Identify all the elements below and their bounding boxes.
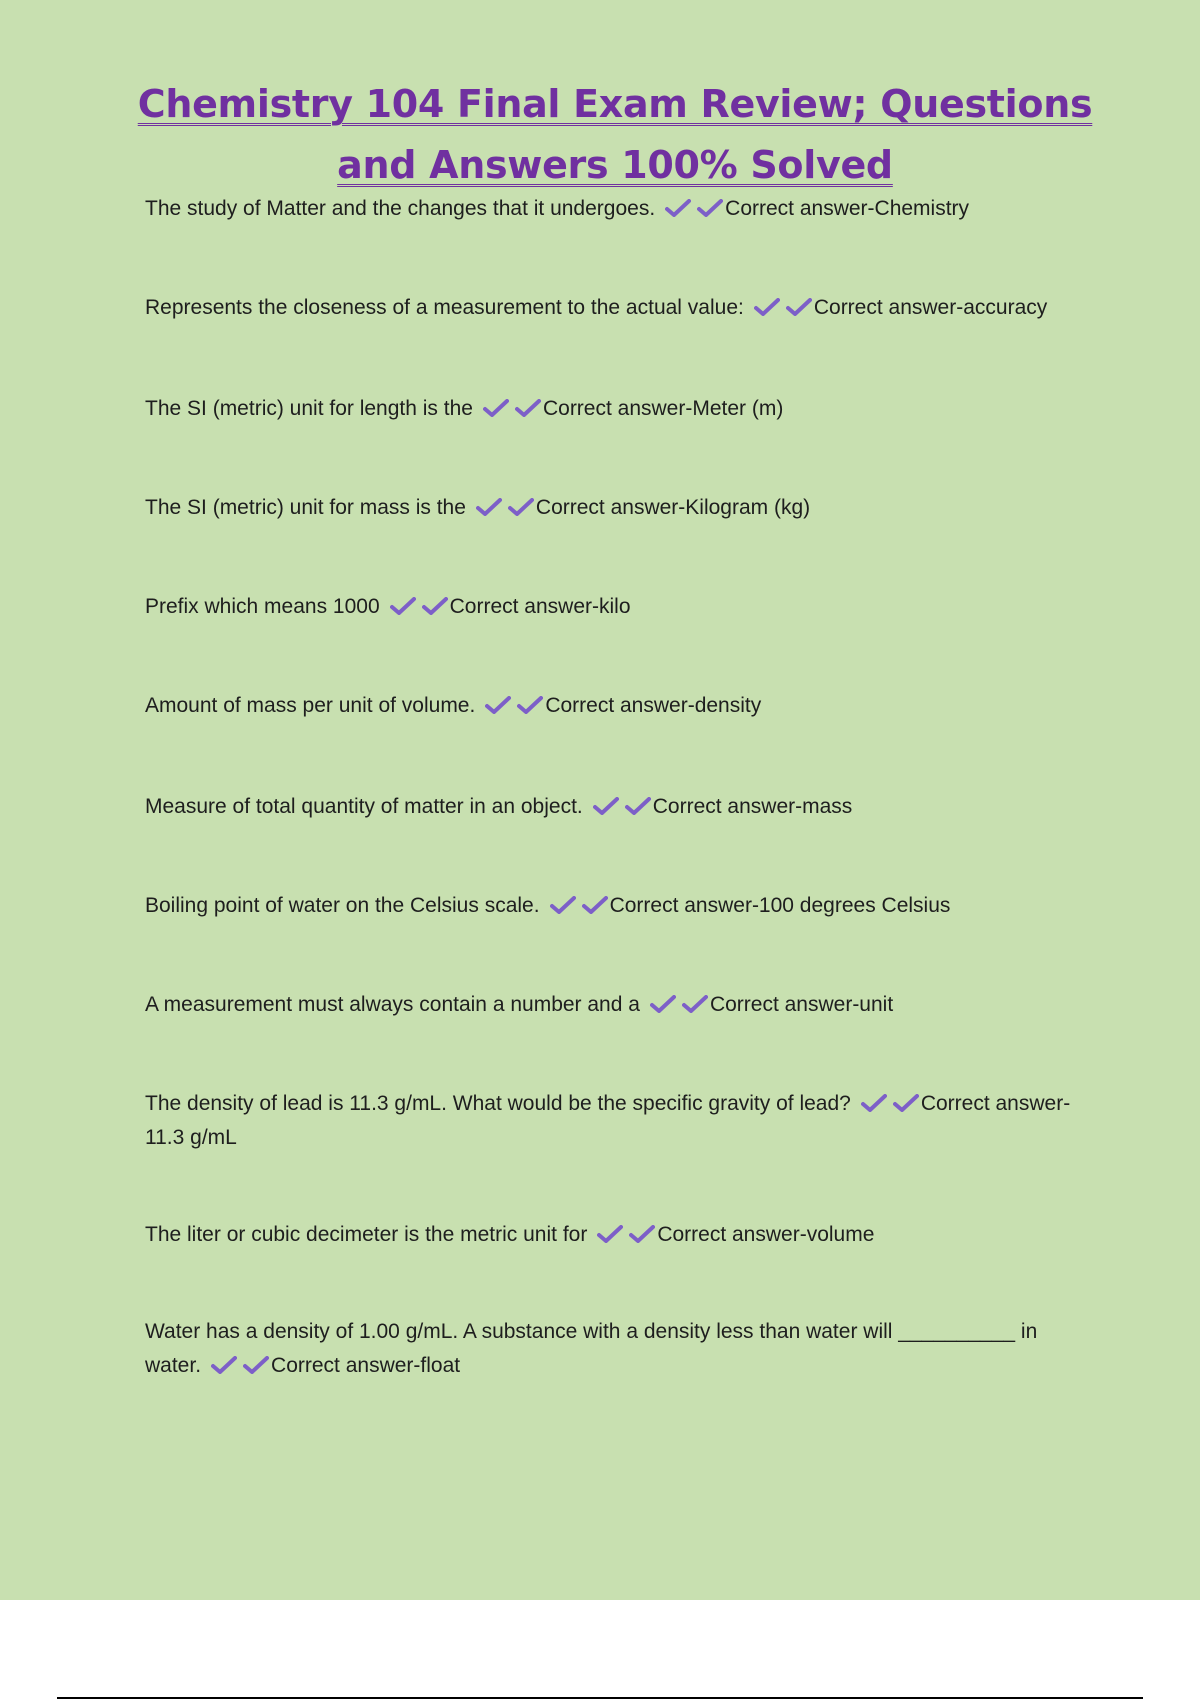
checkmark-icon — [550, 896, 576, 914]
question-text: Water has a density of 1.00 g/mL. A substance with a density less than water will __________ in water. — [145, 1320, 1038, 1377]
answer-text: Correct answer-mass — [652, 795, 853, 818]
footer-divider — [57, 1697, 1143, 1699]
question-text: Boiling point of water on the Celsius scale. — [145, 894, 540, 917]
answer-text: Correct answer-float — [271, 1354, 461, 1377]
checkmark-icon — [211, 1356, 237, 1374]
answer-text: Correct answer-accuracy — [813, 296, 1048, 319]
qa-item — [145, 1315, 1095, 1383]
checkmark-icon — [582, 896, 608, 914]
answer-text: Correct answer-Kilogram (kg) — [535, 496, 811, 519]
checkmark-icon — [390, 597, 416, 615]
checkmark-icon — [629, 1225, 655, 1243]
question-text: The density of lead is 11.3 g/mL. What would be the specific gravity of lead? — [145, 1092, 851, 1115]
question-text: Represents the closeness of a measurement to the actual value: — [145, 296, 744, 319]
qa-item — [145, 491, 1095, 525]
question-text: Amount of mass per unit of volume. — [145, 694, 476, 717]
question-text: The SI (metric) unit for length is the — [145, 397, 473, 420]
checkmark-icon — [517, 696, 543, 714]
answer-text: Correct answer-11.3 g/mL — [145, 1092, 1071, 1149]
checkmark-icon — [697, 199, 723, 217]
qa-item — [145, 889, 1095, 923]
checkmark-icon — [483, 399, 509, 417]
checkmark-icon — [243, 1356, 269, 1374]
checkmark-icon — [625, 797, 651, 815]
answer-text: Correct answer-unit — [709, 993, 894, 1016]
question-text: The study of Matter and the changes that it undergoes. — [145, 197, 656, 220]
qa-item — [145, 192, 1095, 226]
document-title — [120, 74, 1110, 196]
checkmark-icon — [422, 597, 448, 615]
checkmark-icon — [786, 298, 812, 316]
qa-item — [145, 689, 1095, 723]
qa-item — [145, 291, 1095, 325]
title-line-2: and Answers 100% Solved — [337, 143, 893, 187]
question-text: Measure of total quantity of matter in an object. — [145, 795, 583, 818]
checkmark-icon — [754, 298, 780, 316]
question-text: Prefix which means 1000 — [145, 595, 380, 618]
checkmark-icon — [682, 995, 708, 1013]
title-line-1: Chemistry 104 Final Exam Review; Questions — [137, 82, 1093, 126]
question-text: The liter or cubic decimeter is the metric unit for — [145, 1223, 588, 1246]
checkmark-icon — [476, 498, 502, 516]
checkmark-icon — [893, 1094, 919, 1112]
answer-text: Correct answer-density — [545, 694, 762, 717]
checkmark-icon — [650, 995, 676, 1013]
checkmark-icon — [593, 797, 619, 815]
question-text: A measurement must always contain a number and a — [145, 993, 640, 1016]
checkmark-icon — [861, 1094, 887, 1112]
answer-text: Correct answer-Meter (m) — [542, 397, 784, 420]
qa-item — [145, 1218, 1095, 1252]
qa-item — [145, 790, 1095, 824]
answer-text: Correct answer-Chemistry — [725, 197, 970, 220]
checkmark-icon — [508, 498, 534, 516]
qa-item — [145, 1087, 1095, 1155]
qa-item — [145, 590, 1095, 624]
qa-item — [145, 988, 1095, 1022]
checkmark-icon — [597, 1225, 623, 1243]
answer-text: Correct answer-volume — [657, 1223, 875, 1246]
question-text: The SI (metric) unit for mass is the — [145, 496, 466, 519]
answer-text: Correct answer-100 degrees Celsius — [609, 894, 951, 917]
checkmark-icon — [515, 399, 541, 417]
answer-text: Correct answer-kilo — [449, 595, 631, 618]
qa-item — [145, 392, 1095, 426]
checkmark-icon — [665, 199, 691, 217]
checkmark-icon — [485, 696, 511, 714]
